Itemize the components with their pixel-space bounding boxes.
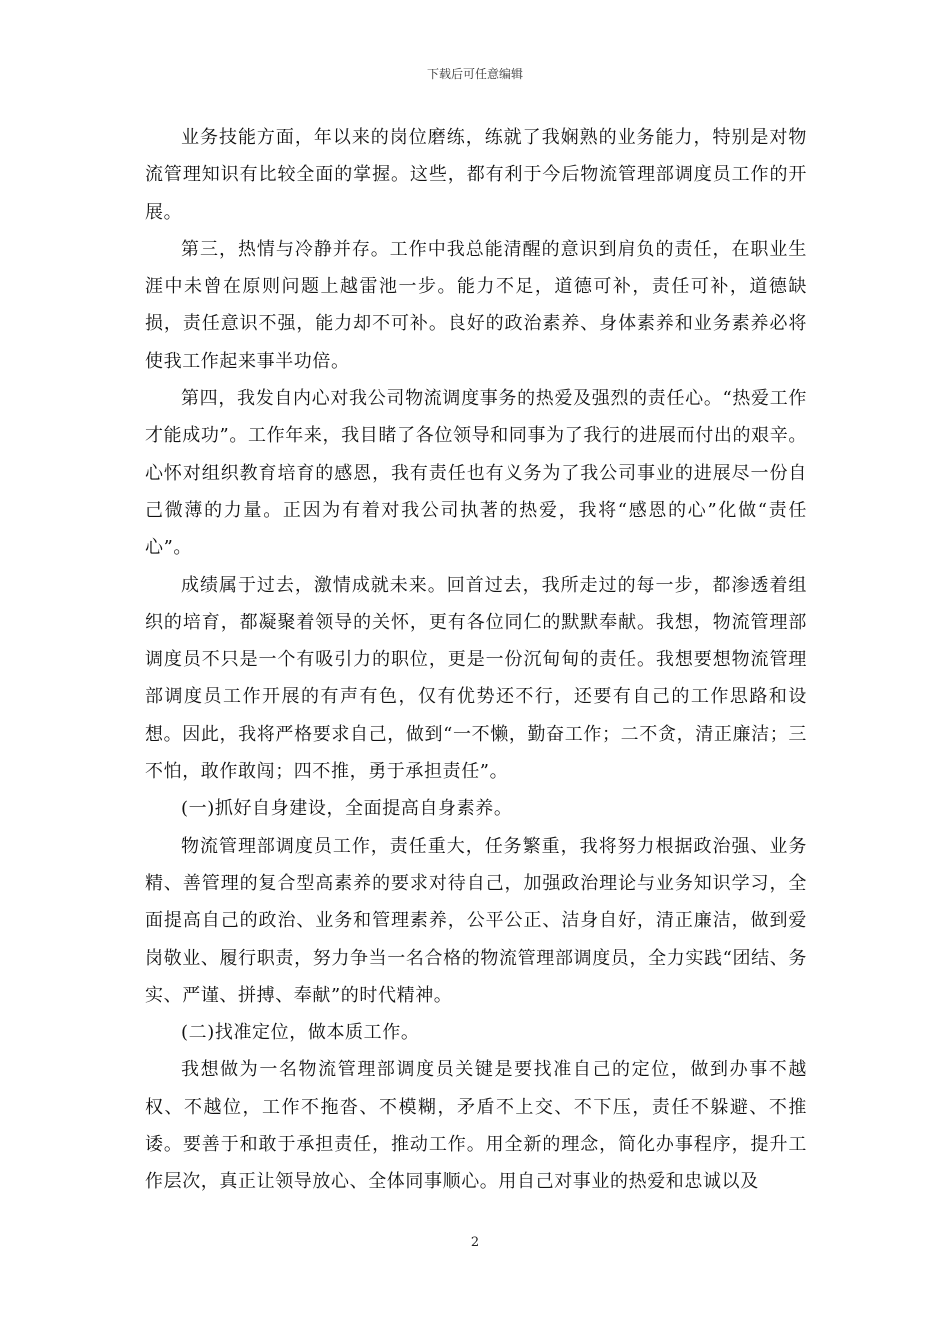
subheading-self-building: (一)抓好自身建设，全面提高自身素养。 [181, 798, 513, 820]
paragraph-self-building: 物流管理部调度员工作，责任重大，任务繁重，我将努力根据政治强、业务精、善管理的复合型高素养的要求对待自己，加强政治理论与业务知识学习，全面提高自己的政治、业务和管理素养，公平公正、洁身自好，清正廉洁，做到爱岗敬业、履行职责，努力争当一名合格的物流管理部调度员，全力实践“团结、务实、严谨、拼搏、奉献”的时代精神。 [145, 835, 807, 1006]
paragraph-achievements: 成绩属于过去，激情成就未来。回首过去，我所走过的每一步，都渗透着组织的培育，都凝聚着领导的关怀，更有各位同仁的默默奉献。我想，物流管理部调度员不只是一个有吸引力的职位，更是一份沉甸甸的责任。我想要想物流管理部调度员工作开展的有声有色，仅有优势还不行，还要有自己的工作思路和设想。因此，我将严格要求自己，做到“一不懒，勤奋工作；二不贪，清正廉洁；三不怕，敢作敢闯；四不推，勇于承担责任”。 [145, 574, 807, 783]
subheading-positioning: (二)找准定位，做本质工作。 [181, 1022, 420, 1044]
document-body [145, 119, 807, 1201]
paragraph-fourth-point: 第四，我发自内心对我公司物流调度事务的热爱及强烈的责任心。“热爱工作才能成功”。工作年来，我目睹了各位领导和同事为了我行的进展而付出的艰辛。心怀对组织教育培育的感恩，我有责任也有义务为了我公司事业的进展尽一份自己微薄的力量。正因为有着对我公司执著的热爱，我将“感恩的心”化做“责任心”。 [145, 388, 807, 559]
paragraph-third-point: 第三，热情与冷静并存。工作中我总能清醒的意识到肩负的责任，在职业生涯中未曾在原则问题上越雷池一步。能力不足，道德可补，责任可补，道德缺损，责任意识不强，能力却不可补。良好的政治素养、身体素养和业务素养必将使我工作起来事半功倍。 [145, 238, 807, 372]
paragraph-business-skills: 业务技能方面，年以来的岗位磨练，练就了我娴熟的业务能力，特别是对物流管理知识有比较全面的掌握。这些，都有利于今后物流管理部调度员工作的开展。 [145, 127, 807, 223]
page-header-note: 下载后可任意编辑 [426, 67, 523, 81]
paragraph-positioning: 我想做为一名物流管理部调度员关键是要找准自己的定位，做到办事不越权、不越位，工作不拖沓、不模糊，矛盾不上交、不下压，责任不躲避、不推诿。要善于和敢于承担责任，推动工作。用全新的理念，简化办事程序，提升工作层次，真正让领导放心、全体同事顺心。用自己对事业的热爱和忠诚以及 [145, 1059, 807, 1193]
page-number: 2 [470, 1235, 480, 1250]
